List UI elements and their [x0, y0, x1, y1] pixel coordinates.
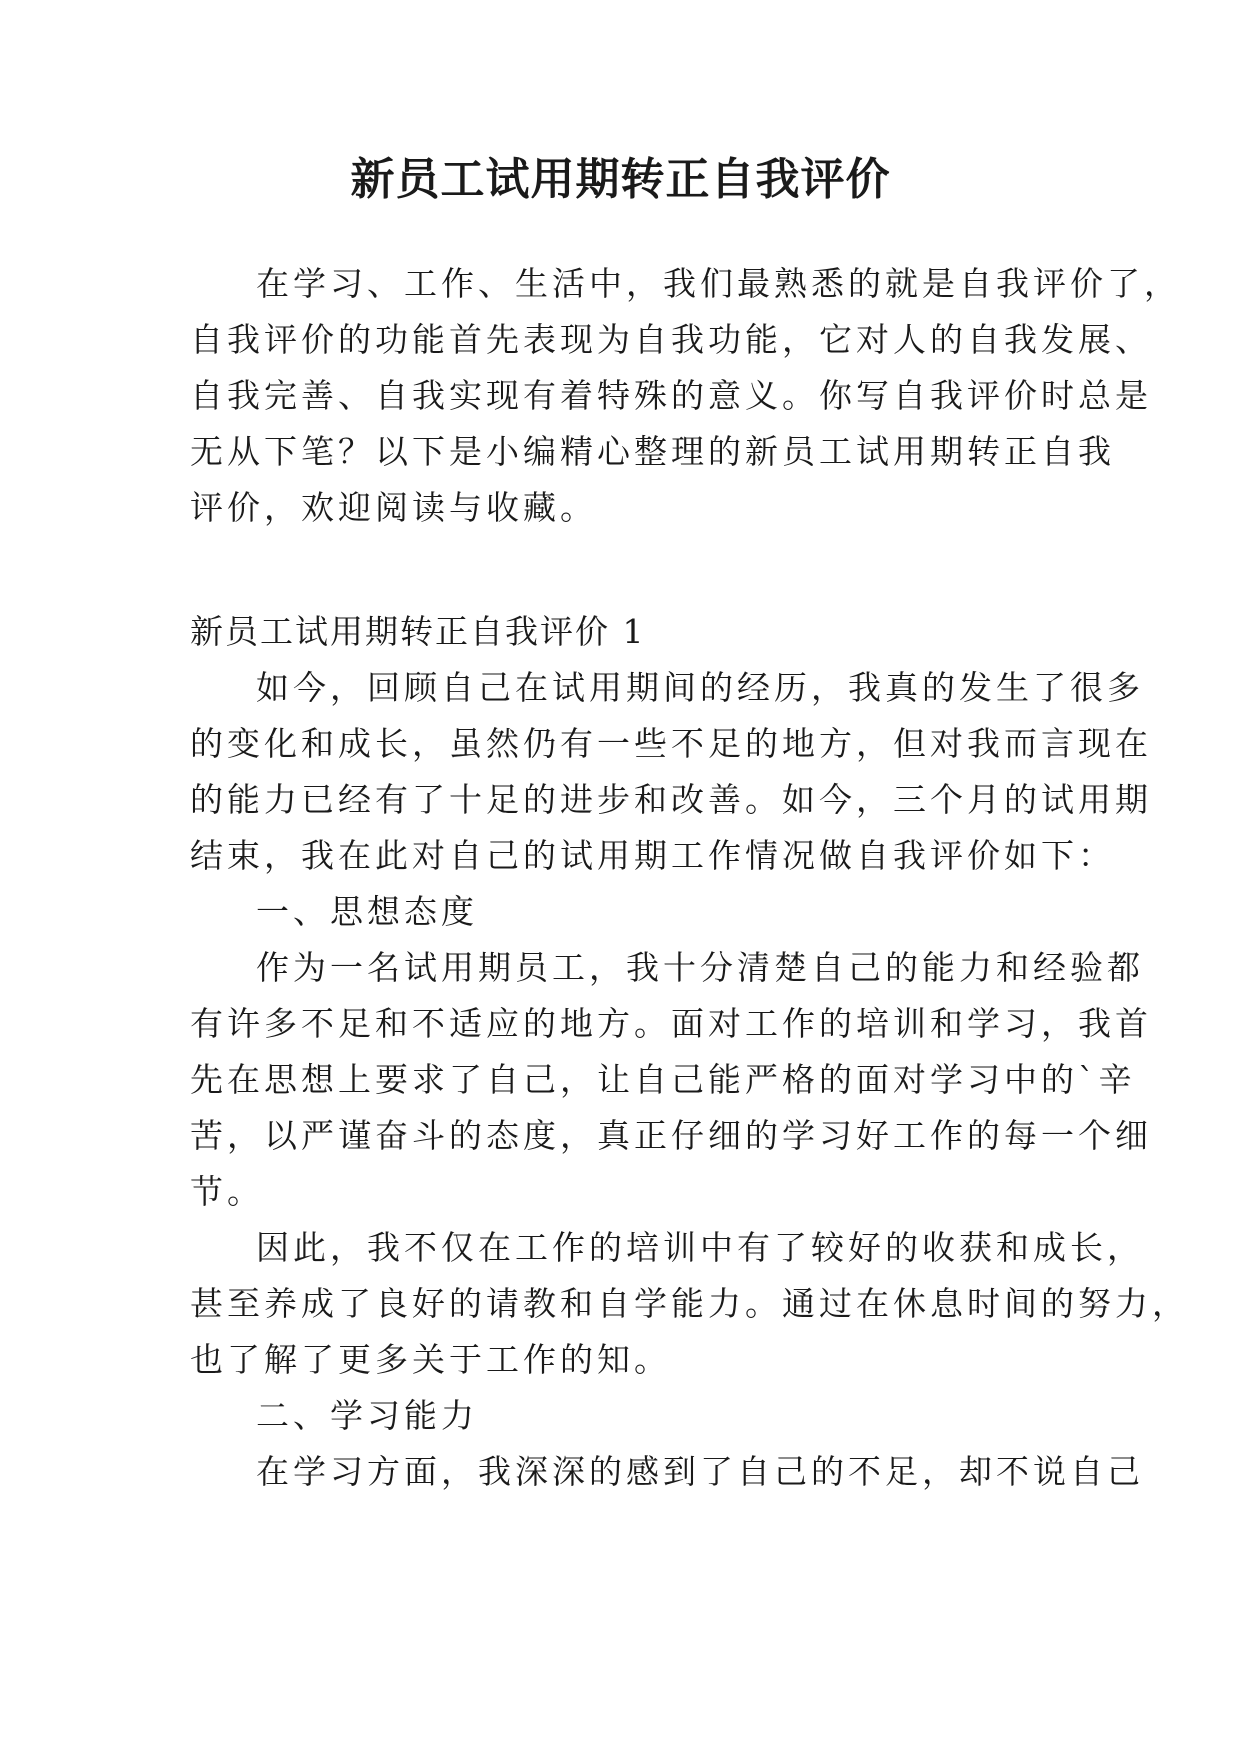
section-heading: 新员工试用期转正自我评价 1	[190, 612, 646, 651]
paragraph-line: 的能力已经有了十足的进步和改善。如今，三个月的试用期	[190, 780, 1152, 819]
paragraph-line: 有许多不足和不适应的地方。面对工作的培训和学习，我首	[190, 1004, 1152, 1043]
paragraph-line: 节。	[190, 1172, 264, 1211]
subheading: 二、学习能力	[256, 1396, 478, 1435]
intro-line: 在学习、工作、生活中，我们最熟悉的就是自我评价了，	[256, 264, 1181, 303]
paragraph-line: 的变化和成长，虽然仍有一些不足的地方，但对我而言现在	[190, 724, 1152, 763]
paragraph-line: 因此，我不仅在工作的培训中有了较好的收获和成长，	[256, 1228, 1144, 1267]
document-title: 新员工试用期转正自我评价	[350, 154, 891, 205]
paragraph-line: 作为一名试用期员工，我十分清楚自己的能力和经验都	[256, 948, 1144, 987]
paragraph-line: 先在思想上要求了自己，让自己能严格的面对学习中的`辛	[190, 1060, 1136, 1099]
paragraph-line: 在学习方面，我深深的感到了自己的不足，却不说自己	[256, 1452, 1144, 1491]
paragraph-line: 甚至养成了良好的请教和自学能力。通过在休息时间的努力，	[190, 1284, 1189, 1323]
subheading: 一、思想态度	[256, 892, 478, 931]
paragraph-line: 苦，以严谨奋斗的态度，真正仔细的学习好工作的每一个细	[190, 1116, 1152, 1155]
intro-line: 无从下笔？以下是小编精心整理的新员工试用期转正自我	[190, 432, 1115, 471]
intro-line: 自我评价的功能首先表现为自我功能，它对人的自我发展、	[190, 320, 1152, 359]
intro-line: 自我完善、自我实现有着特殊的意义。你写自我评价时总是	[190, 376, 1152, 415]
intro-line: 评价，欢迎阅读与收藏。	[190, 488, 597, 527]
paragraph-line: 如今，回顾自己在试用期间的经历，我真的发生了很多	[256, 668, 1144, 707]
paragraph-line: 结束，我在此对自己的试用期工作情况做自我评价如下：	[190, 836, 1115, 875]
paragraph-line: 也了解了更多关于工作的知。	[190, 1340, 671, 1379]
